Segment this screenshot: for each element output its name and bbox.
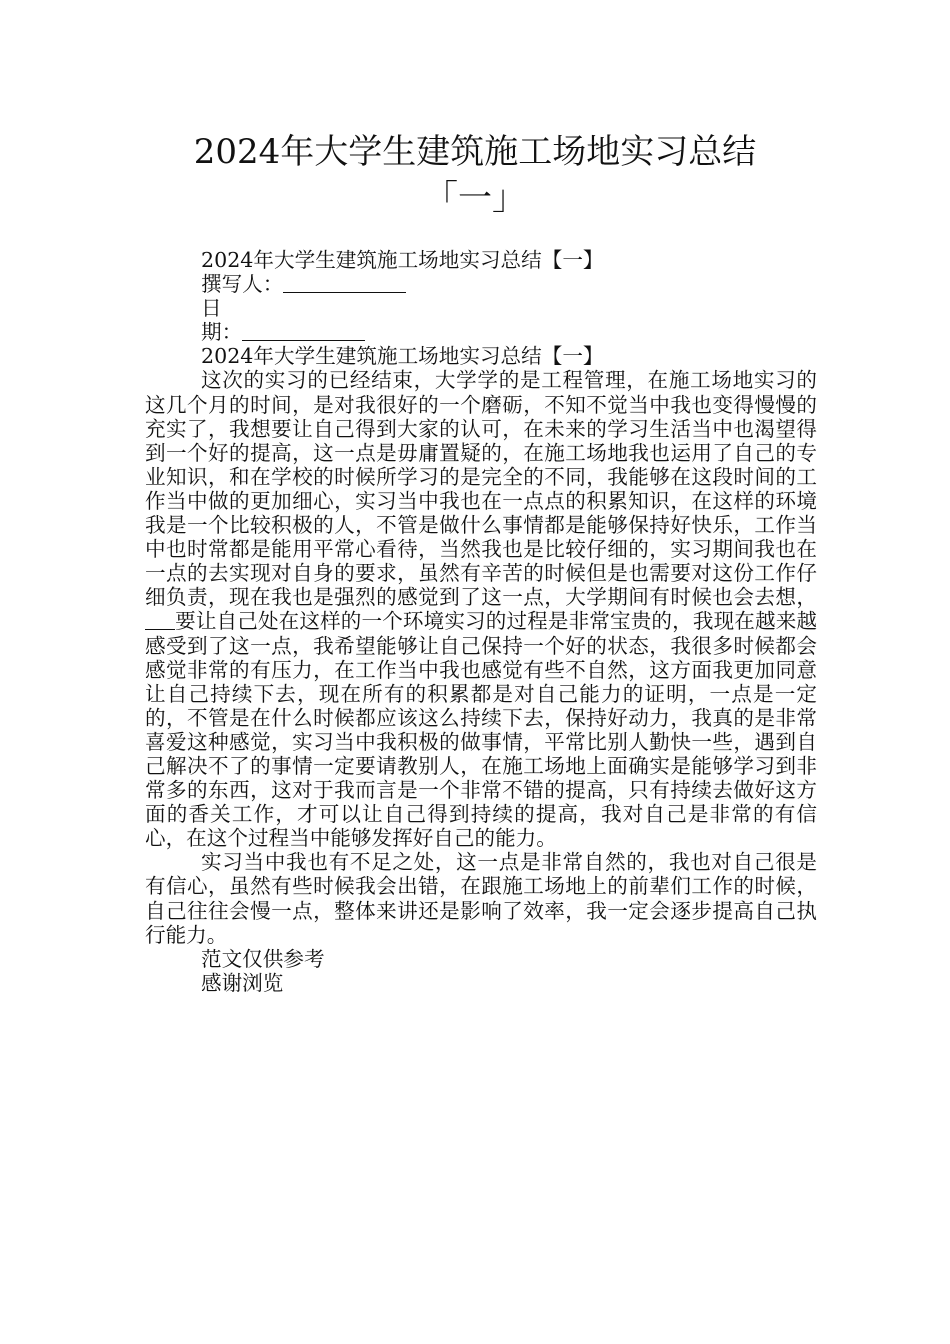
- author-line: [145, 272, 817, 296]
- document-title-line1: 2024年大学生建筑施工场地实习总结: [193, 132, 757, 172]
- date-blank: [242, 322, 365, 341]
- heading-repeat-1: 2024年大学生建筑施工场地实习总结【一】: [201, 248, 604, 272]
- date-label-line1: 日: [201, 296, 222, 321]
- document-body: [145, 248, 817, 995]
- author-blank: [283, 274, 406, 293]
- footer-line-1: 范文仅供参考: [201, 946, 325, 971]
- paragraph-1: [145, 368, 817, 850]
- document-title-line2: 「一」: [424, 178, 526, 218]
- date-line: [145, 320, 817, 344]
- footer-line-2: 感谢浏览: [201, 970, 284, 995]
- inline-blank: [145, 611, 175, 630]
- paragraph-1-part-1: 这次的实习的已经结束，大学学的是工程管理，在施工场地实习的这几个月的时间，是对我很好的一个磨砺，不知不觉当中我也变得慢慢的充实了，我想要让自己得到大家的认可，在未来的学习生活当中也渴望得到一个好的提高，这一点是毋庸置疑的，在施工场地我也运用了自己的专业知识，和在学校的时候所学习的是完全的不同，我能够在这段时间的工作当中做的更加细心，实习当中我也在一点点的积累知识，在这样的环境我是一个比较积极的人，不管是做什么事情都是能够保持好快乐，工作当中也时常都是能用平常心看待，当然我也是比较仔细的，实习期间我也在一点的去实现对自身的要求，虽然有辛苦的时候但是也需要对这份工作仔细负责，现在我也是强烈的感觉到了这一点，大学期间有时候也会去想，: [145, 368, 817, 610]
- heading-repeat-2: 2024年大学生建筑施工场地实习总结【一】: [201, 344, 604, 369]
- paragraph-1-part-2: 要让自己处在这样的一个环境实习的过程是非常宝贵的，我现在越来越感受到了这一点，我希望能够让自己保持一个好的状态，我很多时候都会感觉非常的有压力，在工作当中我也感觉有些不自然，这方面我更加同意让自己持续下去，现在所有的积累都是对自己能力的证明，一点是一定的，不管是在什么时候都应该这么持续下去，保持好动力，我真的是非常喜爱这种感觉，实习当中我积极的做事情，平常比别人勤快一些，遇到自己解决不了的事情一定要请教别人，在施工场地上面确实是能够学习到非常多的东西，这对于我而言是一个非常不错的提高，只有持续去做好这方面的香关工作，才可以让自己得到持续的提高，我对自己是非常的有信心，在这个过程当中能够发挥好自己的能力。: [145, 609, 817, 851]
- author-label: 撰写人：: [201, 272, 284, 297]
- paragraph-2: 实习当中我也有不足之处，这一点是非常自然的，我也对自己很是有信心，虽然有些时候我会出错，在跟施工场地上的前辈们工作的时候，自己往往会慢一点，整体来讲还是影响了效率，我一定会逐步提高自己执行能力。: [145, 850, 817, 947]
- date-label: 期：: [201, 320, 243, 345]
